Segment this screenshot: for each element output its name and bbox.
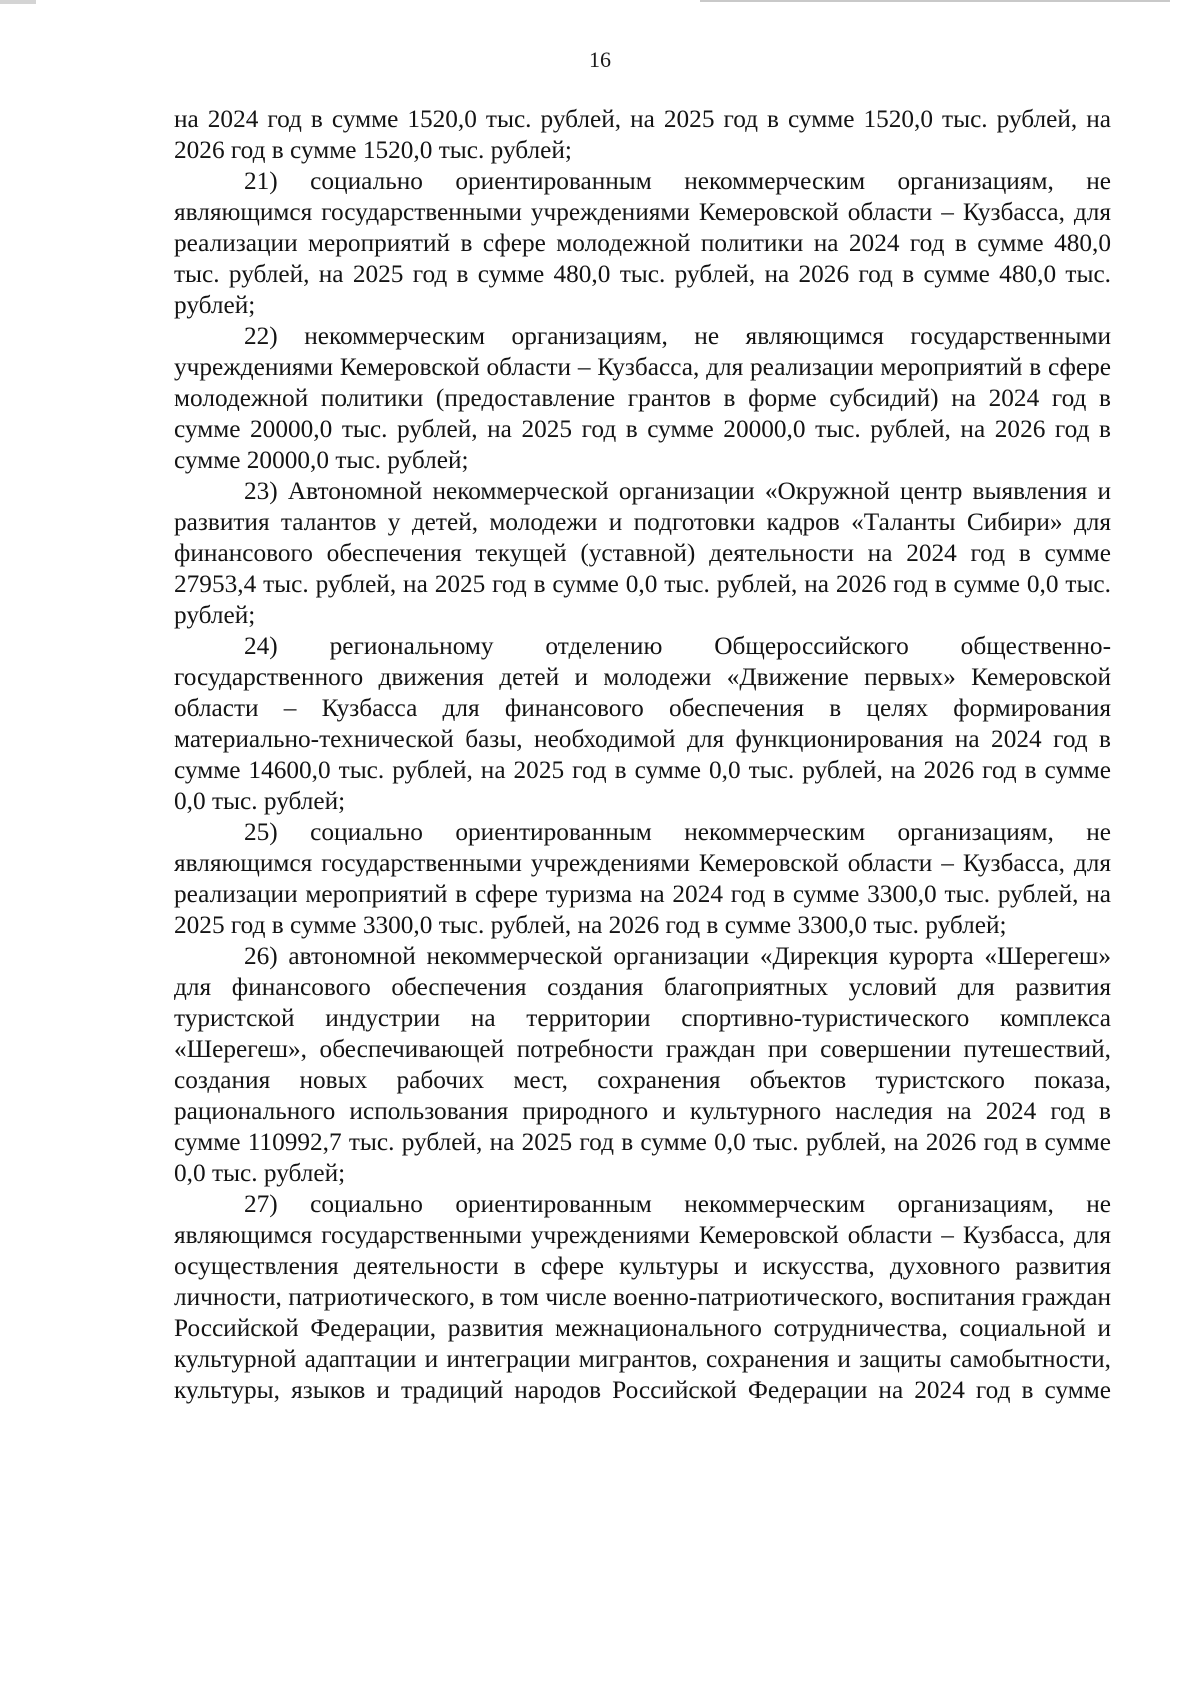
paragraph-item-25: 25) социально ориентированным некоммерческим организациям, не являющимся государственными учреждениями Кемеровской области – Кузбасса, для реализации мероприятий в сфере туризма на 2024 год в сумме 3300,0 тыс. рублей, на 2025 год в сумме 3300,0 тыс. рублей, на 2026 год в сумме 3300,0 тыс. рублей; — [174, 818, 1111, 939]
page-number: 16 — [589, 47, 611, 72]
paragraph-item-27: 27) социально ориентированным некоммерческим организациям, не являющимся государственными учреждениями Кемеровской области – Кузбасса, для осуществления деятельности в сфере культуры и искусства, духовного развития личности, патриотического, в том числе военно-патриотического, воспитания граждан Российской Федерации, развития межнационального сотрудничества, социальной и культурной адаптации и интеграции мигрантов, сохранения и защиты самобытности, культуры, языков и традиций народов Российской Федерации на 2024 год в сумме — [174, 1190, 1111, 1404]
paragraph-item-26: 26) автономной некоммерческой организации «Дирекция курорта «Шерегеш» для финансового обеспечения создания благоприятных условий для развития туристской индустрии на территории спортивно-туристического комплекса «Шерегеш», обеспечивающей потребности граждан при совершении путешествий, создания новых рабочих мест, сохранения объектов туристского показа, рационального использования природного и культурного наследия на 2024 год в сумме 110992,7 тыс. рублей, на 2025 год в сумме 0,0 тыс. рублей, на 2026 год в сумме 0,0 тыс. рублей; — [174, 942, 1111, 1187]
scan-edge-mark — [0, 0, 36, 4]
paragraph-item-22: 22) некоммерческим организациям, не являющимся государственными учреждениями Кемеровской области – Кузбасса, для реализации мероприятий в сфере молодежной политики (предоставление грантов в форме субсидий) на 2024 год в сумме 20000,0 тыс. рублей, на 2025 год в сумме 20000,0 тыс. рублей, на 2026 год в сумме 20000,0 тыс. рублей; — [174, 322, 1111, 474]
paragraph-continuation: на 2024 год в сумме 1520,0 тыс. рублей, на 2025 год в сумме 1520,0 тыс. рублей, на 2026 год в сумме 1520,0 тыс. рублей; — [174, 105, 1111, 164]
paragraph-item-24: 24) региональному отделению Общероссийского общественно-государственного движения детей и молодежи «Движение первых» Кемеровской области – Кузбасса для финансового обеспечения в целях формирования материально-технической базы, необходимой для функционирования на 2024 год в сумме 14600,0 тыс. рублей, на 2025 год в сумме 0,0 тыс. рублей, на 2026 год в сумме 0,0 тыс. рублей; — [174, 632, 1111, 815]
paragraph-item-23: 23) Автономной некоммерческой организации «Окружной центр выявления и развития талантов у детей, молодежи и подготовки кадров «Таланты Сибири» для финансового обеспечения текущей (уставной) деятельности на 2024 год в сумме 27953,4 тыс. рублей, на 2025 год в сумме 0,0 тыс. рублей, на 2026 год в сумме 0,0 тыс. рублей; — [174, 477, 1111, 629]
paragraph-item-21: 21) социально ориентированным некоммерческим организациям, не являющимся государственными учреждениями Кемеровской области – Кузбасса, для реализации мероприятий в сфере молодежной политики на 2024 год в сумме 480,0 тыс. рублей, на 2025 год в сумме 480,0 тыс. рублей, на 2026 год в сумме 480,0 тыс. рублей; — [174, 167, 1111, 319]
scan-top-rule — [700, 0, 1170, 2]
document-body — [174, 104, 1111, 1406]
